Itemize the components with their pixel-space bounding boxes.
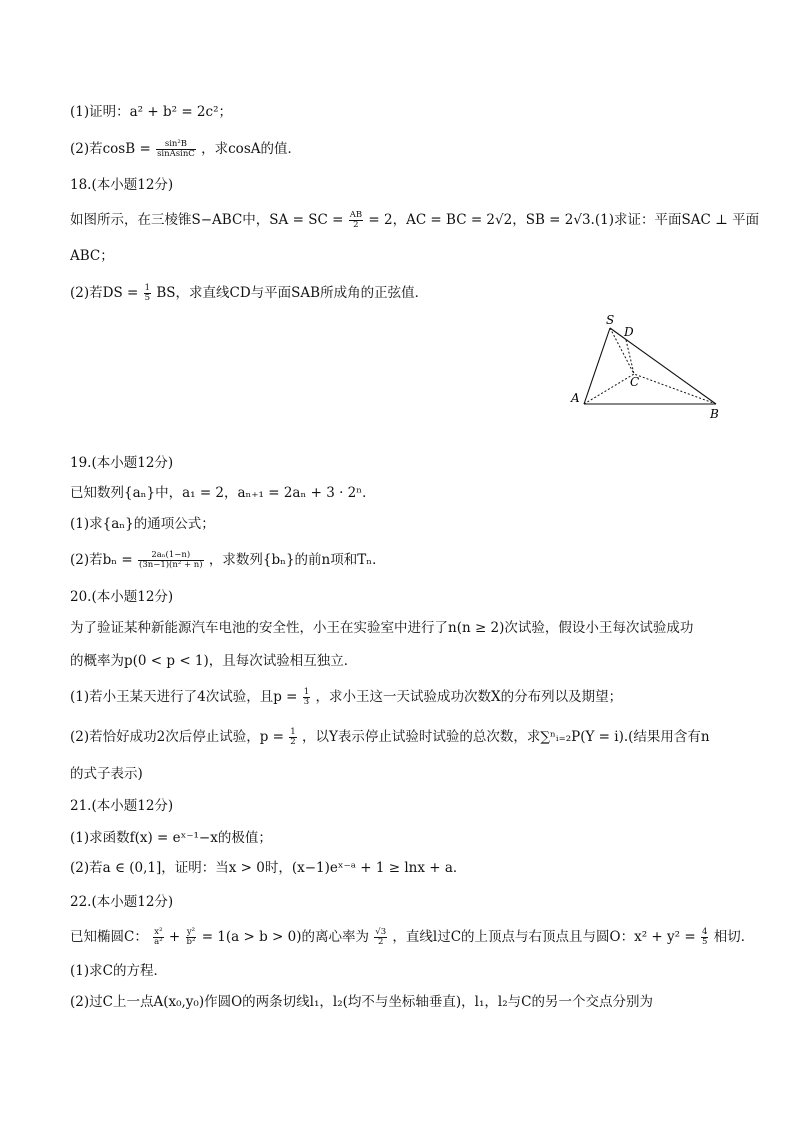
q22-line1: 已知椭圆C： $\frac{\text{x²}}{\text{a²}}$ + $\frac{\text{y²}}{\text{b²}}$ = 1(a > b > 0)的离心率为 $\frac{√3}{2}$ ，直线l过C的上顶点与右顶点且与圆O：x² + y² = $\frac{4}{5}$ 相切． <box>70 927 755 947</box>
q19-line1: 已知数列{aₙ}中，a₁ = 2，aₙ₊₁ = 2aₙ + 3 · 2ⁿ． <box>70 485 376 501</box>
label-d: D <box>624 325 634 339</box>
q20-line2: 的概率为p(0 < p < 1)，且每次试验相互独立． <box>70 653 358 669</box>
label-b: B <box>710 407 719 421</box>
q18-line3: (2)若DS = $\frac{1}{5}$ BS，求直线CD与平面SAB所成角的正弦值． <box>70 283 429 303</box>
fraction: $\frac{\text{x²}}{\text{a²}}$ <box>154 927 163 947</box>
q20-header: 20.(本小题12分) <box>70 589 174 605</box>
label-a: A <box>571 391 580 405</box>
fraction: $\frac{√3}{2}$ <box>375 927 387 947</box>
q22-header: 22.(本小题12分) <box>70 894 174 910</box>
edge-bc <box>634 374 716 404</box>
q21-header: 21.(本小题12分) <box>70 798 174 814</box>
label-c: C <box>630 375 640 389</box>
pyramid-figure <box>568 312 728 424</box>
q22-line2: (1)求C的方程． <box>70 963 167 979</box>
fraction: $\frac{4}{5}$ <box>701 927 708 947</box>
q19-header: 19.(本小题12分) <box>70 455 174 471</box>
q19-line3: (2)若bₙ = $\frac{\text{2aₙ(1−n)}}{\text{(3n−1)(n² + n)}}$ ，求数列{bₙ}的前n项和Tₙ． <box>70 550 386 570</box>
q20-line1: 为了验证某种新能源汽车电池的安全性，小王在实验室中进行了n(n ≥ 2)次试验，假设小王每次试验成功 <box>70 620 694 636</box>
q18-header: 18.(本小题12分) <box>70 177 174 193</box>
fraction: $\frac{AB}{2}$ <box>349 210 363 230</box>
q21-line1: (1)求函数f(x) = eˣ⁻¹−x的极值； <box>70 830 272 846</box>
edge-sb <box>610 328 716 404</box>
fraction: $\frac{1}{3}$ <box>303 687 310 707</box>
label-s: S <box>606 313 615 327</box>
fraction: $\frac{\text{2aₙ(1−n)}}{\text{(3n−1)(n² + n)}}$ <box>139 550 203 570</box>
q17-part2: (2)若cosB = $\frac{\text{sin²B}}{\text{sinAsinC}}$ ，求cosA的值． <box>70 139 301 159</box>
q17-part1: (1)证明：a² + b² = 2c²； <box>70 104 232 120</box>
q18-line2: ABC； <box>70 248 114 264</box>
edge-ac <box>584 374 634 404</box>
fraction: $\frac{\text{y²}}{\text{b²}}$ <box>186 927 196 947</box>
edge-sa <box>584 328 610 404</box>
fraction: $\frac{1}{5}$ <box>144 283 151 303</box>
edge-cd <box>626 340 634 374</box>
q20-line4: (2)若恰好成功2次后停止试验，p = $\frac{1}{2}$ ，以Y表示停止试验时试验的总次数，求∑ⁿᵢ₌₂P(Y = i).(结果用含有n <box>70 727 710 747</box>
q20-line5: 的式子表示) <box>70 766 143 782</box>
q20-line3: (1)若小王某天进行了4次试验，且p = $\frac{1}{3}$ ，求小王这一天试验成功次数X的分布列以及期望； <box>70 687 623 707</box>
q22-line3: (2)过C上一点A(x₀,y₀)作圆O的两条切线l₁，l₂(均不与坐标轴垂直)，l₁，l₂与C的另一个交点分别为 <box>70 994 653 1010</box>
q18-line1: 如图所示，在三棱锥S−ABC中，SA = SC = $\frac{AB}{2}$ = 2，AC = BC = 2√2，SB = 2√3.(1)求证：平面SAC ⊥ 平面 <box>70 210 760 230</box>
q19-line2: (1)求{aₙ}的通项公式； <box>70 516 215 532</box>
q21-line2: (2)若a ∈ (0,1]，证明：当x > 0时，(x−1)eˣ⁻ᵃ + 1 ≥ lnx + a． <box>70 860 467 876</box>
fraction: $\frac{\text{sin²B}}{\text{sinAsinC}}$ <box>157 139 195 159</box>
fraction: $\frac{1}{2}$ <box>290 727 296 747</box>
